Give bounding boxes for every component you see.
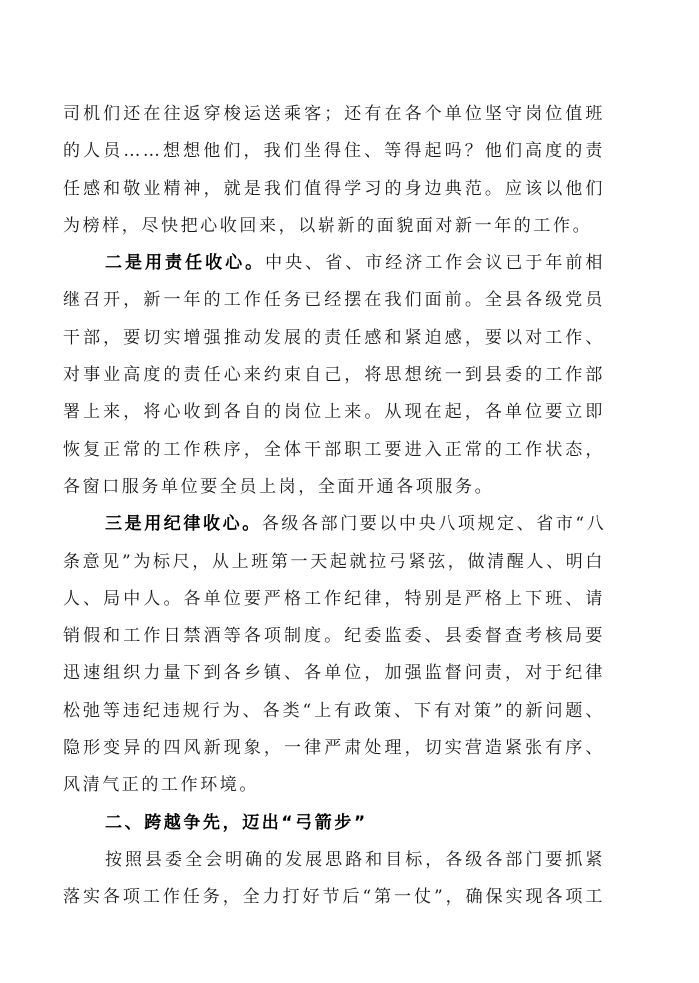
text-span: 中央、省、市经济工作会议已于年前相 xyxy=(265,253,605,274)
text-line: 按照县委全会明确的发展思路和目标，各级各部门要抓紧 xyxy=(105,849,605,870)
text-span: 各级各部门要以中央八项规定、省市“八 xyxy=(261,514,607,535)
text-line: 署上来，将心收到各自的岗位上来。从现在起，各单位要立即 xyxy=(63,402,605,423)
text-line: 干部，要切实增强推动发展的责任感和紧迫感，要以对工作、 xyxy=(63,327,605,348)
paragraph-1 xyxy=(63,96,605,245)
paragraph-2 xyxy=(63,245,605,506)
text-line: 条意见”为标尺，从上班第一天起就拉弓紧弦，做清醒人、明白 xyxy=(63,551,605,572)
paragraph-lead: 三是用纪律收心。 xyxy=(105,514,262,535)
document-page xyxy=(63,96,605,917)
text-line: 风清气正的工作环境。 xyxy=(63,775,259,796)
text-line: 为榜样，尽快把心收回来，以崭新的面貌面对新一年的工作。 xyxy=(63,215,593,236)
text-line: 迅速组织力量下到各乡镇、各单位，加强监督问责，对于纪律 xyxy=(63,663,605,684)
text-line: 各窗口服务单位要全员上岗，全面开通各项服务。 xyxy=(63,476,495,497)
text-line: 落实各项工作任务，全力打好节后“第一仗”，确保实现各项工 xyxy=(63,887,605,908)
text-line: 继召开，新一年的工作任务已经摆在我们面前。全县各级党员 xyxy=(63,290,605,311)
text-line: 的人员……想想他们，我们坐得住、等得起吗？他们高度的责 xyxy=(63,141,605,162)
text-line: 恢复正常的工作秩序，全体干部职工要进入正常的工作状态， xyxy=(63,439,605,460)
section-heading: 二、跨越争先，迈出“弓箭步” xyxy=(105,812,368,833)
text-line: 隐形变异的四风新现象，一律严肃处理，切实营造紧张有序、 xyxy=(63,738,605,759)
text-line: 销假和工作日禁酒等各项制度。纪委监委、县委督查考核局要 xyxy=(63,626,605,647)
text-line: 任感和敬业精神，就是我们值得学习的身边典范。应该以他们 xyxy=(63,178,605,199)
paragraph-4 xyxy=(63,842,605,917)
text-line: 松弛等违纪违规行为、各类“上有政策、下有对策”的新问题、 xyxy=(63,700,605,721)
paragraph-3 xyxy=(63,506,605,804)
text-line xyxy=(63,245,605,282)
text-line: 对事业高度的责任心来约束自己，将思想统一到县委的工作部 xyxy=(63,365,605,386)
text-line xyxy=(63,506,605,543)
paragraph-lead: 二是用责任收心。 xyxy=(105,253,266,274)
text-line: 人、局中人。各单位要严格工作纪律，特别是严格上下班、请 xyxy=(63,588,605,609)
text-line: 司机们还在往返穿梭运送乘客；还有在各个单位坚守岗位值班 xyxy=(63,104,605,124)
